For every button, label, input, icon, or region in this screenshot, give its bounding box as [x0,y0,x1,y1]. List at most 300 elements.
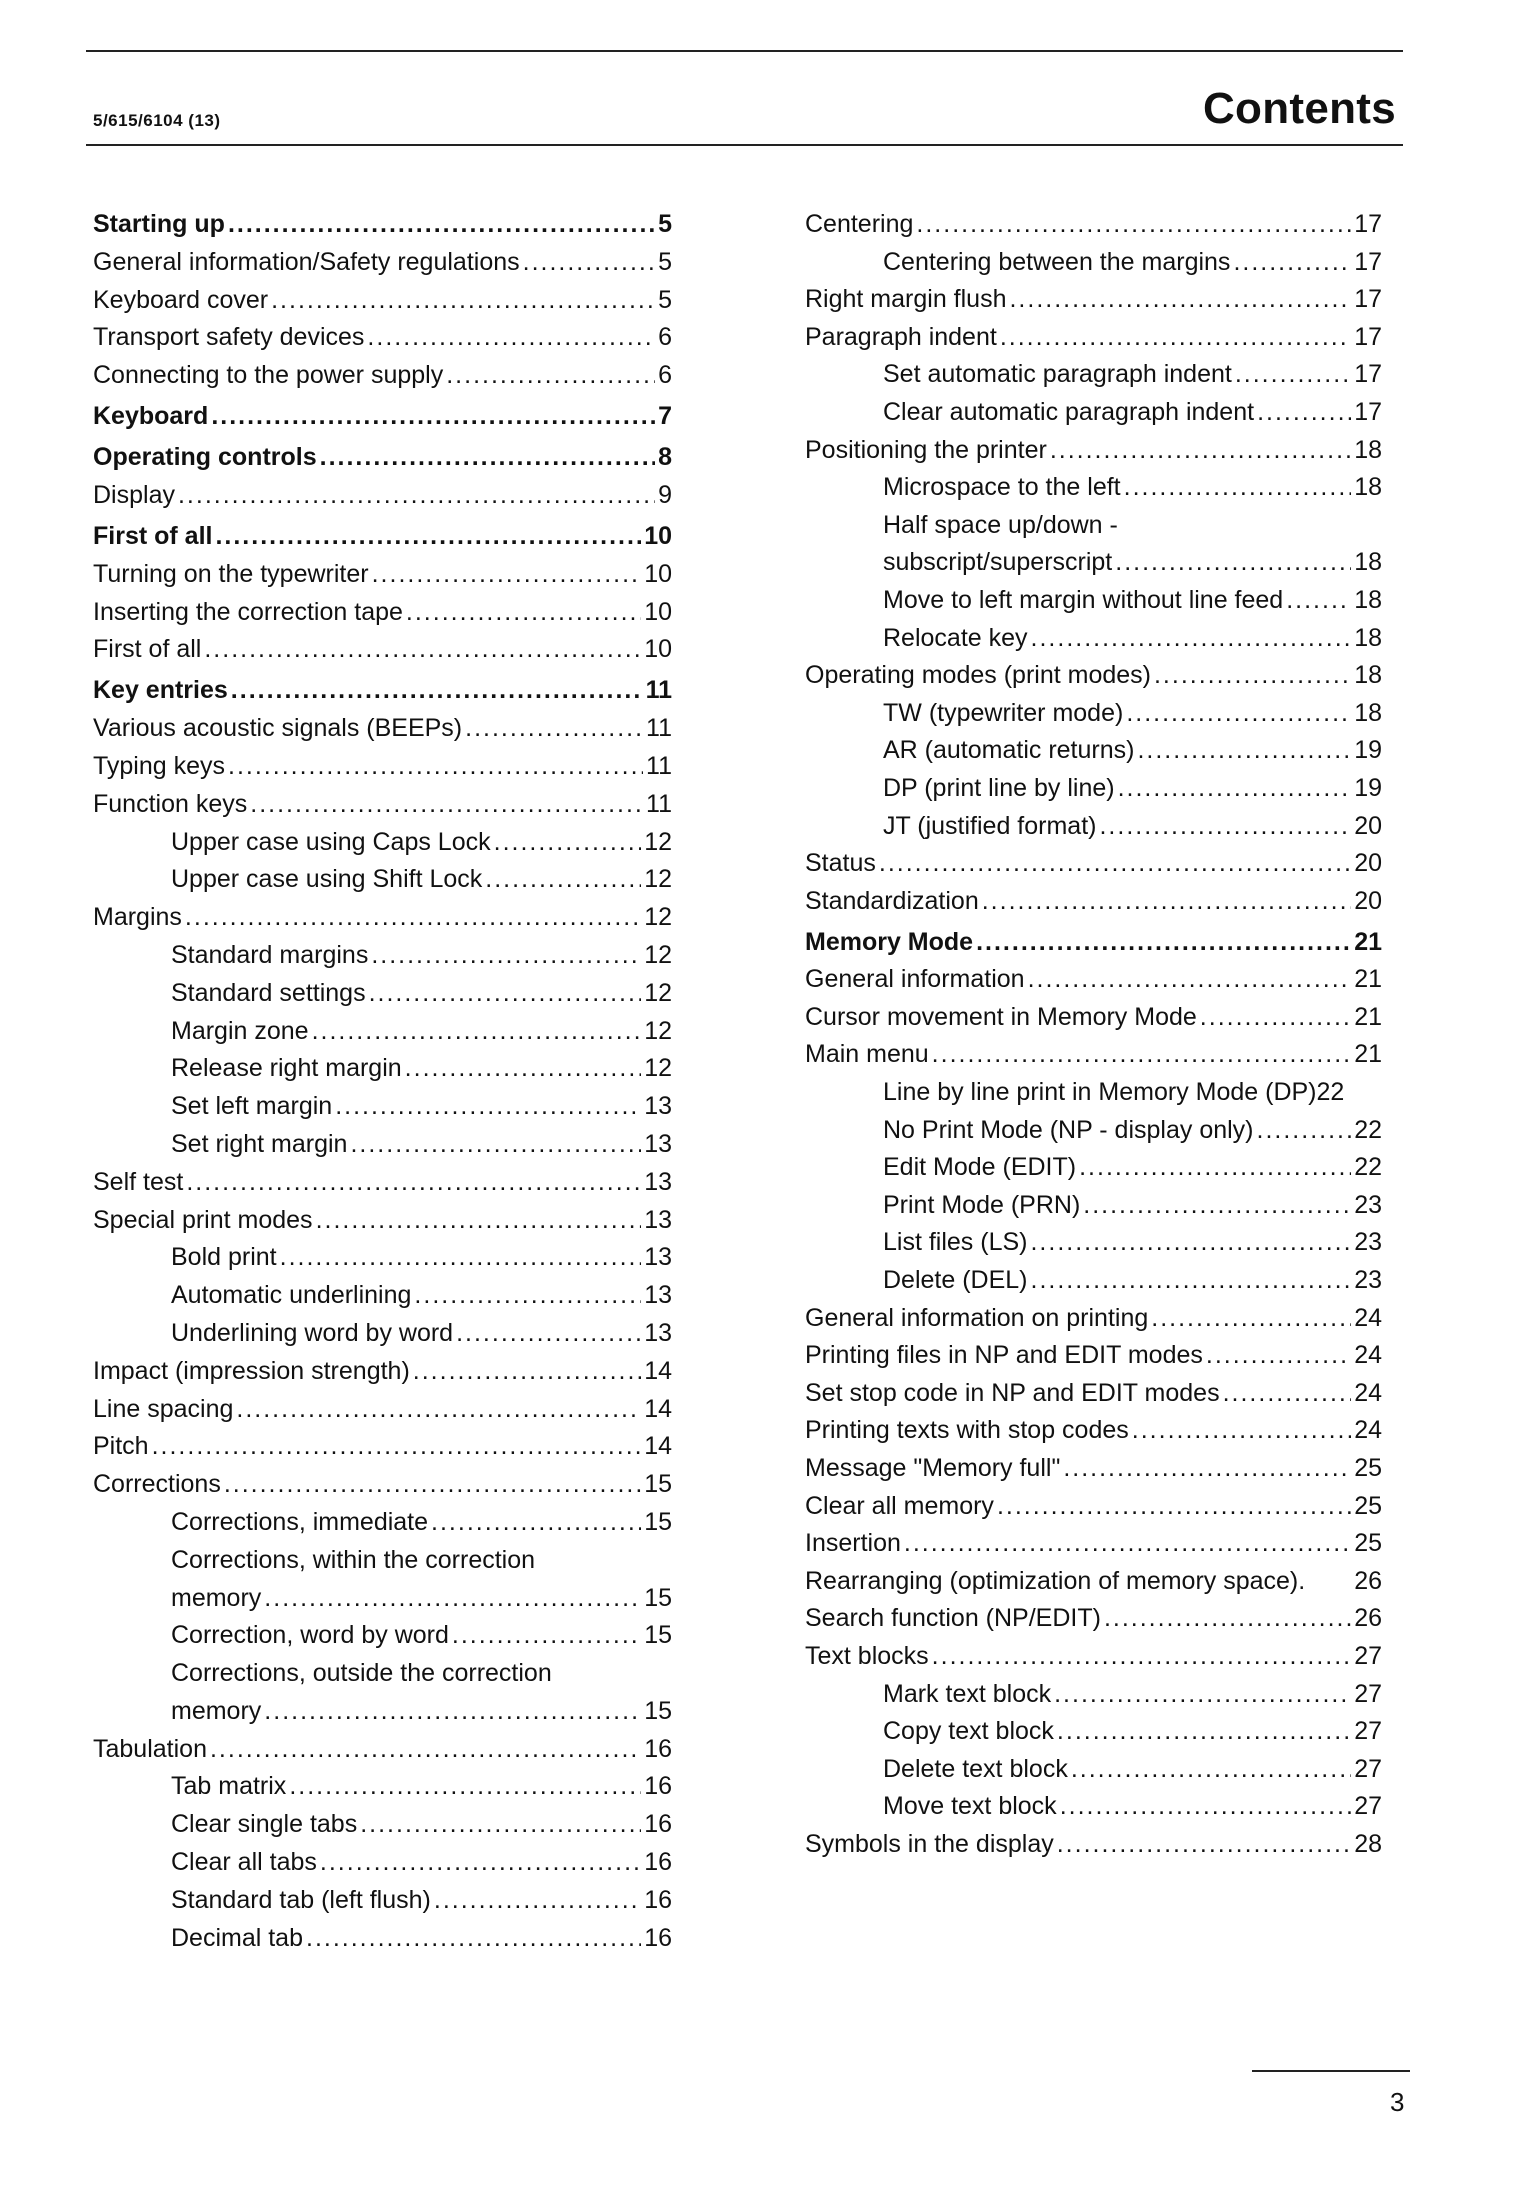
toc-entry-title: AR (automatic returns) [883,736,1135,765]
toc-entry-title: Set stop code in NP and EDIT modes [805,1378,1220,1407]
toc-entry-title: Margin zone [171,1016,309,1045]
dot-leader [1071,1755,1351,1784]
toc-entry-page: 12 [644,978,672,1007]
toc-entry [171,979,672,1017]
toc-entry-page: 23 [1354,1266,1382,1295]
dot-leader [465,714,643,743]
toc-entry-page: 26 [1354,1604,1382,1633]
dot-leader [320,443,655,472]
toc-entry [883,1717,1382,1755]
dot-leader [431,1508,641,1537]
dot-leader [1030,1228,1351,1257]
toc-entry-title: Search function (NP/EDIT) [805,1604,1101,1633]
toc-entry [883,1078,1382,1116]
toc-entry-title: Positioning the printer [805,435,1047,464]
toc-entry-page: 19 [1354,773,1382,802]
page-title: Contents [1202,84,1396,133]
toc-entry-title: Automatic underlining [171,1281,412,1310]
toc-entry-title: DP (print line by line) [883,773,1115,802]
toc-entry-title: Printing files in NP and EDIT modes [805,1341,1203,1370]
toc-entry-title: Move text block [883,1792,1057,1821]
toc-entry-title: Mark text block [883,1679,1052,1708]
toc-entry-page: 13 [644,1205,672,1234]
toc-entry-page: 22 [1354,1153,1382,1182]
toc-entry-title: Operating modes (print modes) [805,661,1151,690]
toc-entry-page: 21 [1354,1040,1382,1069]
toc-entry-page: 6 [658,361,672,390]
toc-entry [883,736,1382,774]
toc-entry [883,548,1382,586]
toc-entry-title: Key entries [93,676,228,705]
toc-entry [171,865,672,903]
dot-leader [405,1054,642,1083]
dot-leader [1083,1191,1351,1220]
dot-leader [350,1130,641,1159]
toc-entry-page: 25 [1354,1529,1382,1558]
toc-entry [93,790,672,828]
toc-entry [93,598,672,636]
dot-leader [406,598,641,627]
toc-entry-title: Status [805,849,876,878]
toc-entry-title: Corrections, outside the correction [171,1659,552,1688]
toc-entry [805,1379,1382,1417]
dot-leader [371,941,641,970]
toc-entry-page: 5 [658,285,672,314]
toc-entry [805,1567,1382,1605]
toc-entry-title: Centering between the margins [883,247,1231,276]
toc-entry [171,1810,672,1848]
toc-entry-title: Text blocks [805,1641,929,1670]
dot-leader [414,1281,641,1310]
toc-entry-title: Self test [93,1167,184,1196]
toc-entry-title: Clear automatic paragraph indent [883,397,1255,426]
toc-entry [171,1054,672,1092]
toc-entry [93,560,672,598]
toc-entry [883,1191,1382,1229]
toc-entry-title: Relocate key [883,623,1028,652]
toc-entry-title: Impact (impression strength) [93,1356,410,1385]
toc-entry-page: 8 [658,443,672,472]
toc-entry [883,473,1382,511]
toc-entry [93,286,672,324]
toc-entry-title: Bold print [171,1243,277,1272]
toc-entry [171,941,672,979]
dot-leader [1099,812,1351,841]
toc-entry-title: Display [93,480,175,509]
toc-entry-page: 16 [644,1923,672,1952]
toc-entry-title: First of all [93,521,213,550]
toc-entry-page: 11 [646,789,672,818]
toc-entry-page: 17 [1354,210,1382,238]
dot-leader [178,481,655,510]
dot-leader [1124,473,1352,502]
dot-leader [289,1772,641,1801]
toc-entry-title: Standard settings [171,978,366,1007]
toc-entry-page: 12 [644,1054,672,1083]
dot-leader [1057,1830,1351,1859]
toc-entry-title: Cursor movement in Memory Mode [805,1002,1197,1031]
toc-entry-page: 15 [644,1583,672,1612]
toc-entry [805,1304,1382,1342]
dot-leader [879,849,1351,878]
toc-entry-page: 10 [644,597,672,626]
toc-entry [171,1319,672,1357]
toc-entry-page: 21 [1354,1002,1382,1031]
toc-entry [93,443,672,481]
toc-entry-page: 12 [644,1016,672,1045]
toc-entry [805,1416,1382,1454]
toc-entry [171,1659,672,1697]
toc-entry-title: Move to left margin without line feed [883,585,1284,614]
toc-entry-page: 16 [644,1848,672,1877]
toc-entry-title: memory [171,1583,262,1612]
toc-entry-page: 27 [1354,1754,1382,1783]
dot-leader [228,752,643,781]
toc-entry [171,1848,672,1886]
toc-entry-title: List files (LS) [883,1228,1028,1257]
toc-entry [93,1395,672,1433]
toc-entry-title: Copy text block [883,1717,1054,1746]
dot-leader [306,1924,641,1953]
toc-entry [93,210,672,248]
document-code: 5/615/6104 (13) [93,111,221,130]
dot-leader [1200,1003,1351,1032]
toc-entry-page: 14 [644,1394,672,1423]
toc-entry-title: General information/Safety regulations [93,247,520,276]
toc-entry-page: 24 [1354,1303,1382,1332]
dot-leader [210,1735,641,1764]
toc-entry [171,1281,672,1319]
toc-entry-title: TW (typewriter mode) [883,698,1124,727]
dot-leader [360,1810,641,1839]
toc-entry [805,1529,1382,1567]
toc-entry-title: memory [171,1696,262,1725]
toc-entry [93,522,672,560]
dot-leader [1050,436,1351,465]
toc-entry-title: Connecting to the power supply [93,361,444,390]
dot-leader [215,522,641,551]
toc-entry-title: Symbols in the display [805,1829,1054,1858]
toc-entry-title: Keyboard cover [93,285,269,314]
toc-entry-title: Message "Memory full" [805,1454,1061,1482]
toc-entry [805,436,1382,474]
toc-entry-page: 21 [1354,927,1382,956]
toc-entry [93,903,672,941]
toc-entry [883,248,1382,286]
toc-entry-page: 23 [1354,1190,1382,1219]
dot-leader [1257,398,1351,427]
toc-entry [171,1886,672,1924]
toc-entry-page: 10 [644,559,672,588]
toc-entry-page: 16 [644,1734,672,1763]
toc-entry [805,1040,1382,1078]
toc-entry [805,1830,1382,1868]
toc-entry-title: Function keys [93,789,248,818]
toc-entry [171,1584,672,1622]
dot-leader [1028,965,1352,994]
toc-entry-page: 10 [644,521,672,550]
toc-entry [93,714,672,752]
dot-leader [1206,1341,1351,1370]
toc-entry-page: 11 [646,714,672,743]
dot-leader [997,1492,1351,1521]
toc-left-column [93,210,672,1961]
toc-entry-title: Delete text block [883,1754,1068,1783]
dot-leader [280,1243,642,1272]
toc-entry-title: Print Mode (PRN) [883,1190,1081,1219]
page-number: 3 [1390,2087,1405,2117]
dot-leader [224,1470,641,1499]
toc-entry [93,402,672,443]
toc-entry-title: Keyboard [93,402,209,431]
toc-entry [93,1432,672,1470]
toc-entry [171,1697,672,1735]
toc-entry [93,1470,672,1508]
toc-entry-page: 15 [644,1507,672,1536]
toc-entry-title: Corrections [93,1470,221,1499]
dot-leader [1000,323,1351,352]
toc-entry-title: Rearranging (optimization of memory space). [805,1566,1306,1595]
toc-entry-page: 10 [644,635,672,664]
toc-entry-title: Correction, word by word [171,1621,449,1650]
toc-entry-page: 18 [1354,661,1382,690]
toc-entry-title: No Print Mode (NP - display only) [883,1115,1254,1144]
toc-entry-page: 20 [1354,811,1382,840]
toc-entry [171,1017,672,1055]
dot-leader [367,323,655,352]
toc-entry-page: 18 [1354,585,1382,614]
toc-entry-title: Microspace to the left [883,473,1121,502]
dot-leader [372,560,642,589]
toc-entry-title: Clear single tabs [171,1810,358,1839]
toc-entry-title: Starting up [93,210,225,238]
toc-entry [805,1454,1382,1492]
dot-leader [1154,661,1351,690]
dot-leader [1233,248,1351,277]
dot-leader [982,887,1351,916]
toc-entry [171,1924,672,1962]
dot-leader [369,979,642,1008]
toc-entry-page: 12 [644,940,672,969]
toc-entry-page: 15 [644,1621,672,1650]
toc-entry [93,1357,672,1395]
toc-entry-page: 7 [658,402,672,431]
dot-leader [1235,360,1351,389]
toc-entry-page: 27 [1354,1641,1382,1670]
toc-entry-title: Paragraph indent [805,322,997,351]
dot-leader [1118,774,1352,803]
dot-leader [316,1206,642,1235]
toc-entry-page: 17 [1354,322,1382,351]
toc-entry [93,481,672,522]
toc-entry-title: Right margin flush [805,285,1007,314]
toc-entry-title: Half space up/down - [883,510,1118,539]
toc-entry-page: 14 [644,1432,672,1461]
dot-leader [1031,1266,1352,1295]
dot-leader [335,1092,641,1121]
toc-entry [883,812,1382,850]
dot-leader [186,1168,641,1197]
toc-entry-title: Margins [93,903,182,932]
toc-entry-page: 18 [1354,623,1382,652]
dot-leader [1009,285,1351,314]
dot-leader [916,210,1351,239]
dot-leader [236,1395,641,1424]
toc-entry-title: Operating controls [93,443,317,472]
dot-leader [228,210,655,239]
dot-leader [312,1017,642,1046]
toc-entry-page: 6 [658,323,672,352]
dot-leader [904,1529,1351,1558]
toc-right-column [805,210,1382,1868]
toc-entry-title: Inserting the correction tape [93,597,403,626]
toc-entry-title: Main menu [805,1040,929,1069]
dot-leader [976,928,1351,957]
toc-entry-title: Set right margin [171,1129,348,1158]
toc-entry-page: 5 [658,210,672,238]
toc-entry-page: 18 [1354,698,1382,727]
dot-leader [1137,736,1351,765]
toc-entry-page: 28 [1354,1829,1382,1858]
toc-entry-title: Memory Mode [805,927,974,956]
toc-entry-title: Insertion [805,1529,901,1558]
toc-entry-page: 20 [1354,849,1382,878]
toc-entry-page: 13 [644,1129,672,1158]
toc-entry-page: 25 [1354,1454,1382,1482]
toc-entry-page: 27 [1354,1717,1382,1746]
toc-entry [883,360,1382,398]
toc-entry-title: First of all [93,635,202,664]
dot-leader [446,361,655,390]
toc-entry [171,1772,672,1810]
dot-leader [231,676,643,705]
toc-entry-page: 5 [658,247,672,276]
toc-entry-title: Release right margin [171,1054,402,1083]
title-rule [86,144,1403,146]
toc-entry-page: 13 [644,1092,672,1121]
toc-entry [93,752,672,790]
toc-entry [805,965,1382,1003]
dot-leader [1151,1304,1351,1333]
dot-leader [1063,1454,1351,1483]
toc-entry-title: Special print modes [93,1205,313,1234]
toc-entry-title: Printing texts with stop codes [805,1416,1129,1445]
toc-entry-page: 21 [1354,965,1382,994]
toc-entry-page: 13 [644,1281,672,1310]
toc-entry-title: Underlining word by word [171,1318,454,1347]
toc-entry-page: 27 [1354,1792,1382,1821]
toc-entry [805,849,1382,887]
dot-leader [1126,699,1351,728]
toc-entry-title: Set left margin [171,1092,333,1121]
toc-entry [805,1642,1382,1680]
toc-entry [805,928,1382,966]
top-rule [86,50,1403,52]
toc-entry-title: Tabulation [93,1734,207,1763]
toc-entry [93,1206,672,1244]
toc-entry-page: 19 [1354,736,1382,765]
toc-entry-page: 16 [644,1772,672,1801]
toc-entry-title: subscript/superscript [883,548,1113,577]
toc-entry-page: 12 [644,865,672,894]
dot-leader [452,1621,641,1650]
toc-entry [171,1621,672,1659]
dot-leader [1104,1604,1351,1633]
toc-entry-title: JT (justified format) [883,811,1097,840]
toc-entry-page: 17 [1354,360,1382,389]
toc-entry-title: Set automatic paragraph indent [883,360,1232,389]
dot-leader [1054,1680,1351,1709]
dot-leader [413,1357,641,1386]
toc-entry [805,661,1382,699]
toc-entry-page: 24 [1354,1341,1382,1370]
toc-entry-title: Tab matrix [171,1772,287,1801]
toc-entry-title: Pitch [93,1432,149,1461]
toc-entry-title: Decimal tab [171,1923,303,1952]
toc-entry [805,887,1382,928]
toc-entry-page: 24 [1354,1416,1382,1445]
toc-entry-page: 11 [645,676,672,705]
toc-entry-title: Centering [805,210,914,238]
dot-leader [1132,1416,1351,1445]
toc-entry [93,1735,672,1773]
toc-entry [171,1508,672,1546]
toc-entry-page: 12 [644,903,672,932]
footer-rule [1252,2070,1410,2072]
toc-entry-page: 23 [1354,1228,1382,1257]
toc-entry [883,774,1382,812]
toc-entry [805,285,1382,323]
toc-entry-page: 26 [1354,1566,1382,1595]
toc-entry-page: 9 [658,480,672,509]
toc-entry-title: Edit Mode (EDIT) [883,1153,1077,1182]
toc-entry-title: Typing keys [93,751,226,780]
dot-leader [1060,1792,1352,1821]
dot-leader [1079,1153,1351,1182]
toc-entry [883,624,1382,662]
toc-entry [883,1153,1382,1191]
dot-leader [152,1432,642,1461]
toc-entry-page: 16 [644,1810,672,1839]
toc-entry [883,1680,1382,1718]
toc-entry [171,1092,672,1130]
dot-leader [211,402,655,431]
toc-entry-title: Various acoustic signals (BEEPs) [93,714,463,743]
toc-entry-page: 18 [1354,435,1382,464]
toc-entry [93,323,672,361]
toc-entry-page: 25 [1354,1491,1382,1520]
toc-entry [93,676,672,714]
toc-entry-page: 15 [644,1470,672,1499]
toc-entry-title: Turning on the typewriter [93,559,369,588]
toc-entry-page: 18 [1354,548,1382,577]
toc-entry-page: 27 [1354,1679,1382,1708]
toc-entry [883,398,1382,436]
toc-entry [93,635,672,676]
toc-entry [883,1228,1382,1266]
toc-entry [883,1792,1382,1830]
dot-leader [204,635,641,664]
dot-leader [271,286,655,315]
toc-entry-page: 15 [644,1696,672,1725]
toc-entry-title: Clear all memory [805,1491,994,1520]
dot-leader [456,1319,641,1348]
toc-entry [883,586,1382,624]
toc-entry-page: 11 [646,751,672,780]
toc-entry-title: Line spacing [93,1394,234,1423]
toc-entry [805,1341,1382,1379]
toc-entry [171,1546,672,1584]
